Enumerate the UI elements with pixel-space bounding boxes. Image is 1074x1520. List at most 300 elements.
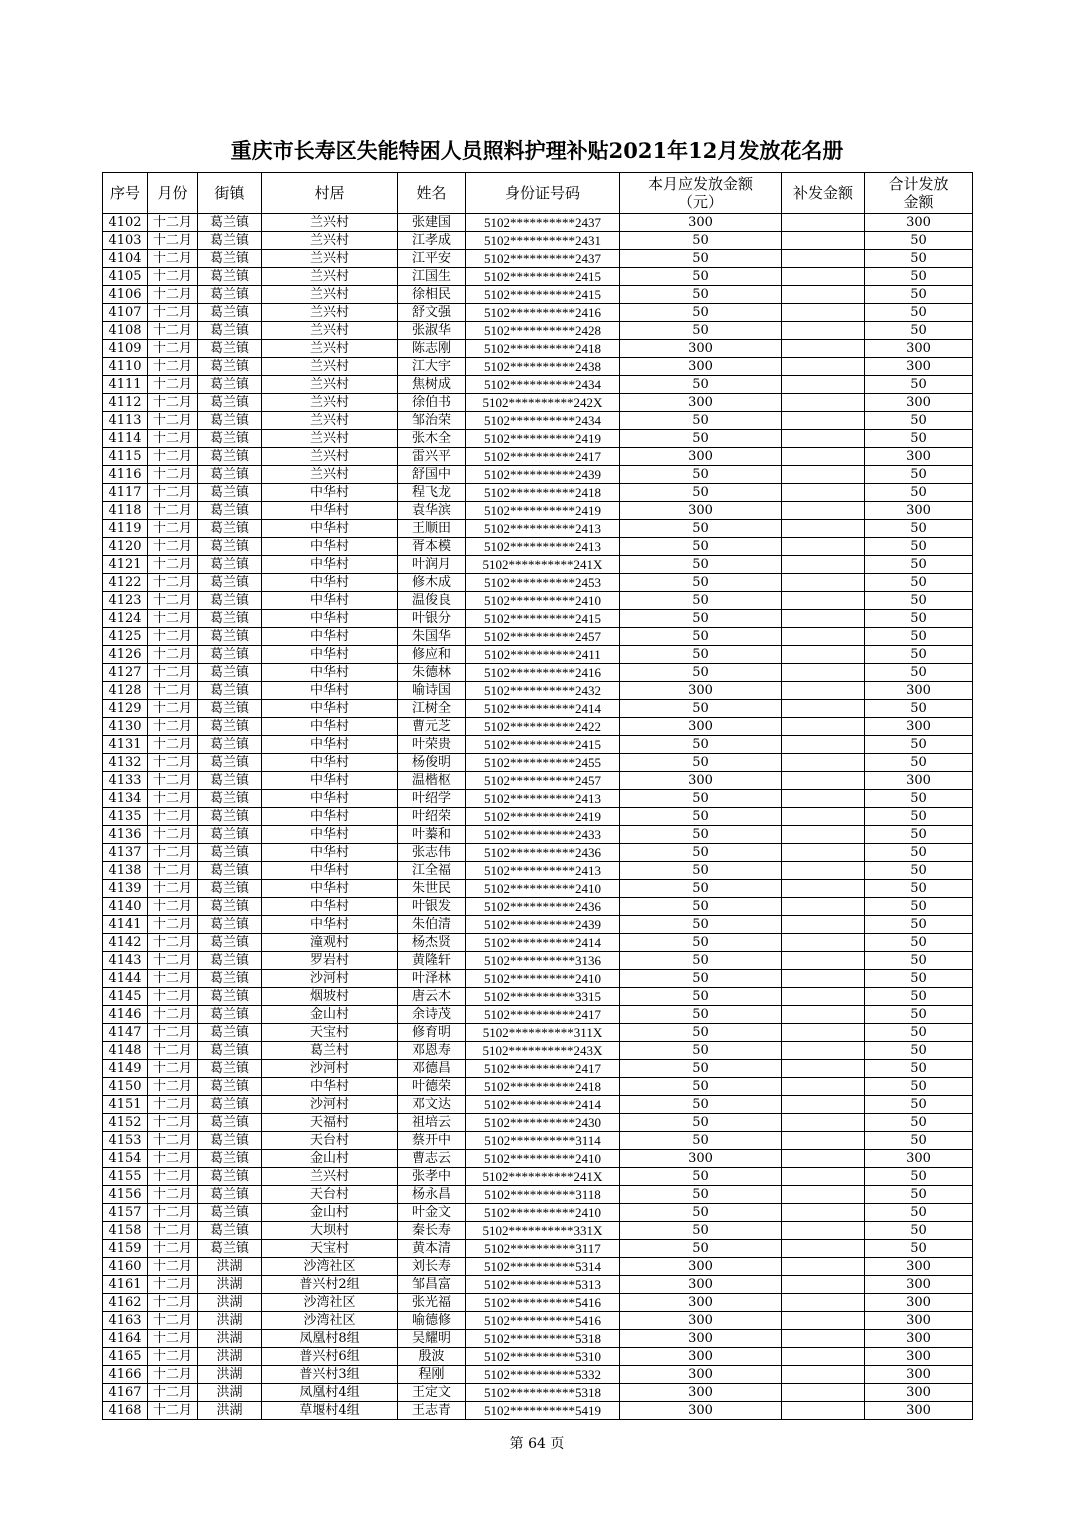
cell-seq: 4140 (103, 898, 148, 916)
cell-town: 葛兰镇 (198, 664, 262, 682)
cell-seq: 4112 (103, 394, 148, 412)
cell-total: 50 (865, 250, 973, 268)
cell-due-amount: 300 (620, 214, 782, 232)
cell-id-number: 5102**********5419 (466, 1402, 620, 1420)
cell-month: 十二月 (148, 1096, 198, 1114)
cell-village: 中华村 (262, 592, 398, 610)
cell-seq: 4141 (103, 916, 148, 934)
cell-due-amount: 300 (620, 1402, 782, 1420)
cell-month: 十二月 (148, 556, 198, 574)
table-row (103, 970, 973, 988)
cell-seq: 4144 (103, 970, 148, 988)
table-row (103, 268, 973, 286)
cell-total: 300 (865, 214, 973, 232)
cell-town: 洪湖 (198, 1312, 262, 1330)
cell-supplement (782, 1024, 865, 1042)
cell-id-number: 5102**********2428 (466, 322, 620, 340)
table-row (103, 538, 973, 556)
cell-village: 沙河村 (262, 1096, 398, 1114)
table-row (103, 1006, 973, 1024)
cell-town: 葛兰镇 (198, 736, 262, 754)
cell-village: 兰兴村 (262, 358, 398, 376)
cell-month: 十二月 (148, 808, 198, 826)
cell-supplement (782, 538, 865, 556)
cell-total: 50 (865, 304, 973, 322)
cell-name: 叶绍学 (398, 790, 466, 808)
cell-seq: 4156 (103, 1186, 148, 1204)
cell-total: 300 (865, 682, 973, 700)
cell-town: 葛兰镇 (198, 232, 262, 250)
cell-month: 十二月 (148, 952, 198, 970)
cell-town: 葛兰镇 (198, 1024, 262, 1042)
cell-total: 50 (865, 484, 973, 502)
cell-due-amount: 300 (620, 1294, 782, 1312)
cell-town: 葛兰镇 (198, 826, 262, 844)
cell-name: 杨俊明 (398, 754, 466, 772)
table-row (103, 1366, 973, 1384)
table-row (103, 880, 973, 898)
cell-month: 十二月 (148, 826, 198, 844)
cell-supplement (782, 898, 865, 916)
cell-town: 葛兰镇 (198, 592, 262, 610)
cell-seq: 4110 (103, 358, 148, 376)
cell-id-number: 5102**********2414 (466, 1096, 620, 1114)
cell-seq: 4168 (103, 1402, 148, 1420)
cell-id-number: 5102**********2439 (466, 916, 620, 934)
cell-village: 兰兴村 (262, 412, 398, 430)
cell-village: 普兴村6组 (262, 1348, 398, 1366)
cell-due-amount: 50 (620, 646, 782, 664)
cell-town: 葛兰镇 (198, 880, 262, 898)
cell-id-number: 5102**********5310 (466, 1348, 620, 1366)
cell-village: 中华村 (262, 664, 398, 682)
cell-month: 十二月 (148, 700, 198, 718)
cell-name: 江国生 (398, 268, 466, 286)
cell-id-number: 5102**********243X (466, 1042, 620, 1060)
cell-town: 葛兰镇 (198, 322, 262, 340)
cell-id-number: 5102**********2432 (466, 682, 620, 700)
cell-due-amount: 50 (620, 484, 782, 502)
cell-name: 邹治荣 (398, 412, 466, 430)
cell-town: 葛兰镇 (198, 772, 262, 790)
cell-name: 江大宇 (398, 358, 466, 376)
table-row (103, 1258, 973, 1276)
cell-name: 叶荣贵 (398, 736, 466, 754)
cell-due-amount: 300 (620, 1258, 782, 1276)
cell-total: 50 (865, 934, 973, 952)
cell-month: 十二月 (148, 574, 198, 592)
cell-seq: 4138 (103, 862, 148, 880)
cell-supplement (782, 376, 865, 394)
cell-town: 葛兰镇 (198, 520, 262, 538)
cell-village: 中华村 (262, 826, 398, 844)
cell-name: 江全福 (398, 862, 466, 880)
cell-name: 叶银分 (398, 610, 466, 628)
cell-seq: 4125 (103, 628, 148, 646)
cell-id-number: 5102**********5416 (466, 1294, 620, 1312)
cell-seq: 4123 (103, 592, 148, 610)
cell-id-number: 5102**********2422 (466, 718, 620, 736)
cell-supplement (782, 826, 865, 844)
cell-town: 葛兰镇 (198, 286, 262, 304)
cell-due-amount: 50 (620, 376, 782, 394)
cell-name: 张光福 (398, 1294, 466, 1312)
cell-town: 葛兰镇 (198, 1150, 262, 1168)
table-row (103, 304, 973, 322)
cell-supplement (782, 466, 865, 484)
cell-due-amount: 300 (620, 1384, 782, 1402)
cell-id-number: 5102**********2436 (466, 898, 620, 916)
cell-seq: 4105 (103, 268, 148, 286)
cell-due-amount: 300 (620, 772, 782, 790)
cell-town: 葛兰镇 (198, 628, 262, 646)
cell-total: 50 (865, 376, 973, 394)
cell-name: 江树全 (398, 700, 466, 718)
table-row (103, 790, 973, 808)
cell-total: 50 (865, 286, 973, 304)
table-row (103, 754, 973, 772)
cell-name: 舒国中 (398, 466, 466, 484)
cell-village: 中华村 (262, 772, 398, 790)
cell-month: 十二月 (148, 754, 198, 772)
cell-id-number: 5102**********2410 (466, 880, 620, 898)
cell-total: 300 (865, 772, 973, 790)
cell-due-amount: 50 (620, 430, 782, 448)
cell-village: 葛兰村 (262, 1042, 398, 1060)
cell-name: 徐相民 (398, 286, 466, 304)
cell-village: 天福村 (262, 1114, 398, 1132)
cell-id-number: 5102**********5416 (466, 1312, 620, 1330)
header-due-line1: 本月应发放金额 (647, 175, 753, 193)
cell-due-amount: 50 (620, 250, 782, 268)
table-row (103, 934, 973, 952)
cell-seq: 4131 (103, 736, 148, 754)
table-body (103, 214, 973, 1420)
cell-total: 50 (865, 1078, 973, 1096)
cell-supplement (782, 484, 865, 502)
cell-id-number: 5102**********2439 (466, 466, 620, 484)
cell-name: 焦树成 (398, 376, 466, 394)
cell-town: 洪湖 (198, 1276, 262, 1294)
cell-seq: 4114 (103, 430, 148, 448)
cell-name: 杨永昌 (398, 1186, 466, 1204)
cell-month: 十二月 (148, 1060, 198, 1078)
cell-id-number: 5102**********2410 (466, 970, 620, 988)
header-village: 村居 (262, 173, 398, 214)
cell-supplement (782, 646, 865, 664)
cell-id-number: 5102**********3117 (466, 1240, 620, 1258)
cell-total: 50 (865, 790, 973, 808)
table-row (103, 1348, 973, 1366)
cell-village: 中华村 (262, 898, 398, 916)
cell-name: 江平安 (398, 250, 466, 268)
header-total-line1: 合计发放 (888, 175, 949, 193)
cell-total: 50 (865, 862, 973, 880)
cell-name: 朱德林 (398, 664, 466, 682)
cell-town: 葛兰镇 (198, 268, 262, 286)
cell-due-amount: 50 (620, 700, 782, 718)
cell-name: 王定文 (398, 1384, 466, 1402)
cell-id-number: 5102**********2415 (466, 268, 620, 286)
cell-due-amount: 50 (620, 1078, 782, 1096)
cell-total: 300 (865, 340, 973, 358)
table-row (103, 1096, 973, 1114)
cell-town: 葛兰镇 (198, 502, 262, 520)
cell-due-amount: 50 (620, 1006, 782, 1024)
cell-town: 洪湖 (198, 1402, 262, 1420)
cell-supplement (782, 1384, 865, 1402)
cell-supplement (782, 502, 865, 520)
cell-id-number: 5102**********2418 (466, 484, 620, 502)
cell-due-amount: 50 (620, 1114, 782, 1132)
cell-id-number: 5102**********2413 (466, 520, 620, 538)
cell-seq: 4124 (103, 610, 148, 628)
table-row (103, 808, 973, 826)
cell-seq: 4158 (103, 1222, 148, 1240)
cell-supplement (782, 790, 865, 808)
cell-month: 十二月 (148, 520, 198, 538)
cell-due-amount: 50 (620, 988, 782, 1006)
cell-id-number: 5102**********2457 (466, 628, 620, 646)
cell-town: 葛兰镇 (198, 376, 262, 394)
cell-seq: 4149 (103, 1060, 148, 1078)
cell-name: 江孝成 (398, 232, 466, 250)
cell-name: 秦长寿 (398, 1222, 466, 1240)
cell-supplement (782, 718, 865, 736)
cell-village: 普兴村2组 (262, 1276, 398, 1294)
cell-id-number: 5102**********3315 (466, 988, 620, 1006)
cell-name: 王顺田 (398, 520, 466, 538)
cell-id-number: 5102**********2415 (466, 736, 620, 754)
cell-seq: 4121 (103, 556, 148, 574)
cell-village: 沙湾社区 (262, 1312, 398, 1330)
cell-town: 葛兰镇 (198, 898, 262, 916)
cell-village: 沙河村 (262, 970, 398, 988)
cell-village: 中华村 (262, 700, 398, 718)
cell-month: 十二月 (148, 862, 198, 880)
cell-village: 中华村 (262, 790, 398, 808)
cell-month: 十二月 (148, 1006, 198, 1024)
cell-supplement (782, 1312, 865, 1330)
cell-supplement (782, 430, 865, 448)
page-title: 重庆市长寿区失能特困人员照料护理补贴2021年12月发放花名册 (230, 138, 844, 163)
cell-due-amount: 50 (620, 412, 782, 430)
cell-seq: 4162 (103, 1294, 148, 1312)
cell-town: 葛兰镇 (198, 484, 262, 502)
cell-village: 中华村 (262, 520, 398, 538)
cell-due-amount: 50 (620, 286, 782, 304)
cell-village: 中华村 (262, 844, 398, 862)
cell-town: 葛兰镇 (198, 808, 262, 826)
cell-town: 洪湖 (198, 1258, 262, 1276)
cell-name: 叶润月 (398, 556, 466, 574)
cell-month: 十二月 (148, 1240, 198, 1258)
cell-month: 十二月 (148, 610, 198, 628)
cell-name: 胥本模 (398, 538, 466, 556)
cell-due-amount: 300 (620, 682, 782, 700)
cell-town: 葛兰镇 (198, 862, 262, 880)
cell-total: 50 (865, 1132, 973, 1150)
cell-id-number: 5102**********2415 (466, 610, 620, 628)
cell-town: 葛兰镇 (198, 1222, 262, 1240)
cell-due-amount: 50 (620, 952, 782, 970)
cell-seq: 4133 (103, 772, 148, 790)
cell-month: 十二月 (148, 1078, 198, 1096)
cell-name: 温俊良 (398, 592, 466, 610)
cell-seq: 4134 (103, 790, 148, 808)
cell-village: 中华村 (262, 682, 398, 700)
cell-supplement (782, 754, 865, 772)
table-row (103, 700, 973, 718)
cell-id-number: 5102**********2413 (466, 538, 620, 556)
cell-seq: 4163 (103, 1312, 148, 1330)
cell-month: 十二月 (148, 1150, 198, 1168)
cell-seq: 4164 (103, 1330, 148, 1348)
cell-id-number: 5102**********2437 (466, 250, 620, 268)
cell-seq: 4161 (103, 1276, 148, 1294)
cell-seq: 4153 (103, 1132, 148, 1150)
cell-village: 中华村 (262, 880, 398, 898)
cell-month: 十二月 (148, 1114, 198, 1132)
cell-month: 十二月 (148, 250, 198, 268)
cell-month: 十二月 (148, 1312, 198, 1330)
cell-town: 葛兰镇 (198, 448, 262, 466)
cell-village: 罗岩村 (262, 952, 398, 970)
cell-supplement (782, 322, 865, 340)
table-row (103, 736, 973, 754)
cell-total: 300 (865, 1402, 973, 1420)
cell-due-amount: 50 (620, 862, 782, 880)
cell-id-number: 5102**********2419 (466, 502, 620, 520)
cell-name: 叶银发 (398, 898, 466, 916)
cell-supplement (782, 1096, 865, 1114)
cell-total: 50 (865, 754, 973, 772)
cell-town: 葛兰镇 (198, 718, 262, 736)
cell-town: 葛兰镇 (198, 340, 262, 358)
cell-id-number: 5102**********242X (466, 394, 620, 412)
cell-village: 兰兴村 (262, 448, 398, 466)
cell-name: 程刚 (398, 1366, 466, 1384)
header-month: 月份 (148, 173, 198, 214)
cell-village: 金山村 (262, 1150, 398, 1168)
cell-id-number: 5102**********5332 (466, 1366, 620, 1384)
cell-due-amount: 50 (620, 1132, 782, 1150)
cell-month: 十二月 (148, 646, 198, 664)
cell-village: 中华村 (262, 862, 398, 880)
cell-supplement (782, 1078, 865, 1096)
table-row (103, 1222, 973, 1240)
cell-total: 50 (865, 520, 973, 538)
cell-village: 中华村 (262, 556, 398, 574)
cell-due-amount: 50 (620, 1060, 782, 1078)
cell-seq: 4139 (103, 880, 148, 898)
cell-id-number: 5102**********2413 (466, 862, 620, 880)
cell-month: 十二月 (148, 214, 198, 232)
cell-town: 葛兰镇 (198, 934, 262, 952)
cell-name: 曹元芝 (398, 718, 466, 736)
cell-town: 葛兰镇 (198, 1078, 262, 1096)
cell-seq: 4107 (103, 304, 148, 322)
cell-total: 50 (865, 1186, 973, 1204)
cell-total: 300 (865, 1366, 973, 1384)
cell-seq: 4154 (103, 1150, 148, 1168)
cell-month: 十二月 (148, 934, 198, 952)
table-row (103, 898, 973, 916)
cell-village: 中华村 (262, 718, 398, 736)
cell-name: 朱伯清 (398, 916, 466, 934)
roster-table (102, 172, 973, 1420)
cell-due-amount: 300 (620, 1150, 782, 1168)
cell-village: 兰兴村 (262, 430, 398, 448)
cell-total: 300 (865, 358, 973, 376)
cell-supplement (782, 556, 865, 574)
table-row (103, 718, 973, 736)
cell-id-number: 5102**********2430 (466, 1114, 620, 1132)
cell-id-number: 5102**********2419 (466, 808, 620, 826)
cell-due-amount: 50 (620, 268, 782, 286)
table-row (103, 1060, 973, 1078)
cell-month: 十二月 (148, 304, 198, 322)
cell-id-number: 5102**********2410 (466, 1150, 620, 1168)
cell-id-number: 5102**********2431 (466, 232, 620, 250)
cell-seq: 4152 (103, 1114, 148, 1132)
cell-total: 50 (865, 1006, 973, 1024)
cell-total: 50 (865, 1204, 973, 1222)
table-row (103, 358, 973, 376)
cell-id-number: 5102**********241X (466, 556, 620, 574)
cell-seq: 4155 (103, 1168, 148, 1186)
table-row (103, 376, 973, 394)
cell-id-number: 5102**********311X (466, 1024, 620, 1042)
cell-supplement (782, 1204, 865, 1222)
cell-town: 葛兰镇 (198, 250, 262, 268)
cell-town: 葛兰镇 (198, 574, 262, 592)
cell-month: 十二月 (148, 970, 198, 988)
table-row (103, 430, 973, 448)
cell-total: 50 (865, 916, 973, 934)
cell-total: 50 (865, 538, 973, 556)
cell-id-number: 5102**********2455 (466, 754, 620, 772)
table-row (103, 1312, 973, 1330)
cell-month: 十二月 (148, 1258, 198, 1276)
cell-village: 中华村 (262, 484, 398, 502)
cell-town: 葛兰镇 (198, 610, 262, 628)
cell-due-amount: 300 (620, 1366, 782, 1384)
cell-month: 十二月 (148, 1330, 198, 1348)
cell-supplement (782, 1114, 865, 1132)
cell-due-amount: 300 (620, 1330, 782, 1348)
cell-total: 50 (865, 952, 973, 970)
cell-due-amount: 300 (620, 1348, 782, 1366)
table-row (103, 1330, 973, 1348)
cell-village: 草堰村4组 (262, 1402, 398, 1420)
cell-id-number: 5102**********3118 (466, 1186, 620, 1204)
cell-supplement (782, 1168, 865, 1186)
cell-seq: 4150 (103, 1078, 148, 1096)
cell-supplement (782, 610, 865, 628)
cell-due-amount: 300 (620, 718, 782, 736)
cell-seq: 4106 (103, 286, 148, 304)
cell-village: 凤凰村4组 (262, 1384, 398, 1402)
table-row (103, 1402, 973, 1420)
table-row (103, 394, 973, 412)
cell-village: 沙湾社区 (262, 1294, 398, 1312)
cell-town: 葛兰镇 (198, 430, 262, 448)
cell-supplement (782, 664, 865, 682)
cell-village: 兰兴村 (262, 340, 398, 358)
cell-village: 中华村 (262, 628, 398, 646)
cell-supplement (782, 394, 865, 412)
